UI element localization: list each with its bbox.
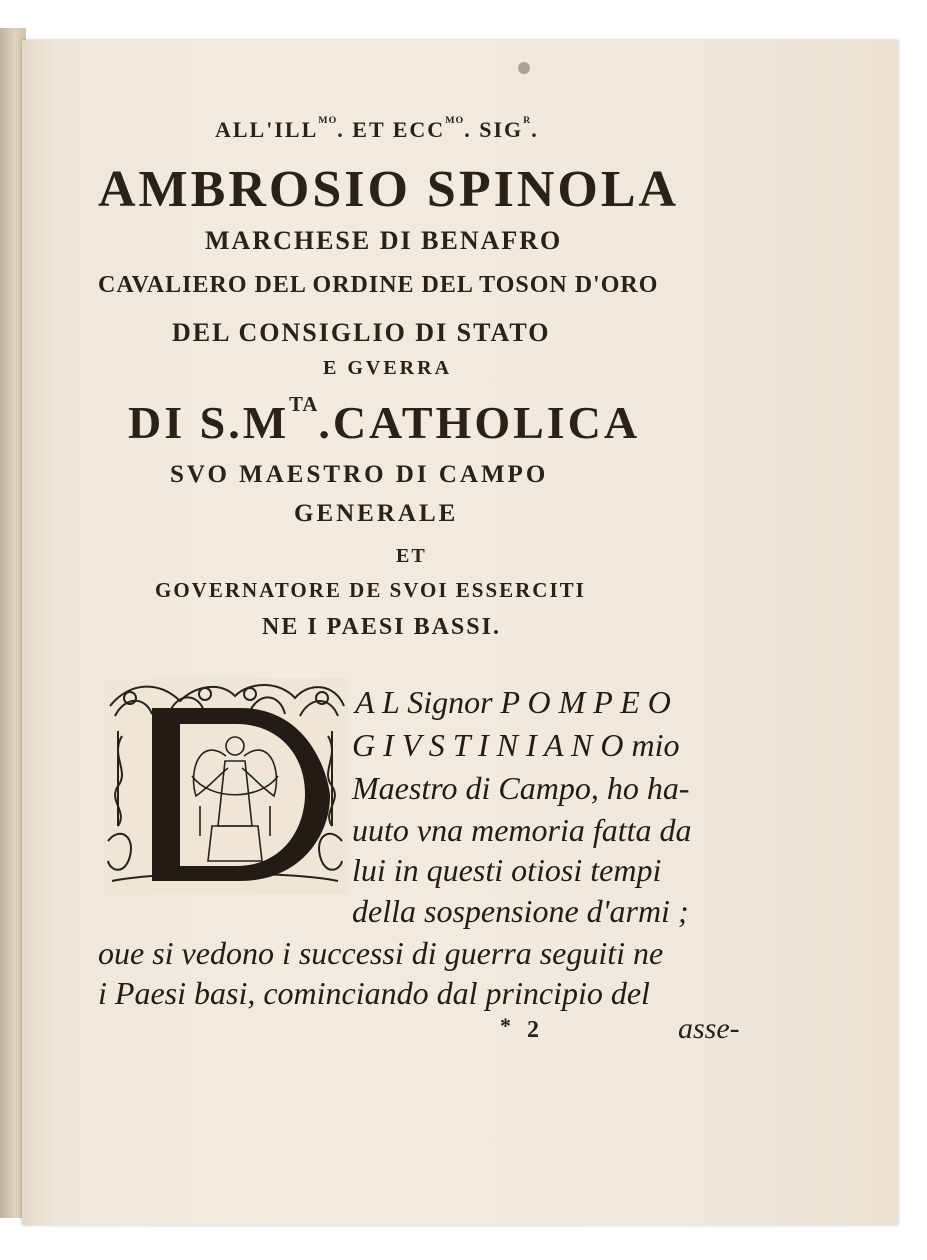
title-line-5: DI $S.M^{TA}.CATHOLICA$	[128, 394, 641, 448]
catchword: asse-	[678, 1012, 740, 1045]
signature-star: *	[500, 1013, 511, 1038]
text-line-2: G I V S T I N I A N O mio	[352, 727, 680, 763]
text-line-5: lui in questi otiosi tempi	[352, 852, 662, 888]
title-line-2: CAVALIERO DEL ORDINE DEL TOSON D'ORO	[98, 272, 659, 298]
text-line-7: oue si vedono i successi di guerra seguiti ne	[98, 935, 664, 971]
decorated-initial	[100, 676, 350, 896]
title-line-3: DEL CONSIGLIO DI STATO	[172, 318, 551, 347]
title-line-9: GOVERNATORE DE SVOI ESSERCITI	[155, 578, 586, 602]
signature-mark: 2	[527, 1017, 539, 1043]
title-line-8: ET	[396, 545, 427, 567]
title-line-7: GENERALE	[294, 500, 459, 527]
title-line-4: E GVERRA	[323, 357, 453, 379]
dedication-line: $ALL'ILL^{MO}$. ET $ECC^{MO}$. $SIG^R$.	[215, 115, 539, 142]
paper-spot	[518, 62, 530, 74]
title-line-6: SVO MAESTRO DI CAMPO	[170, 461, 549, 488]
text-line-8: i Paesi basi, cominciando dal principio del	[98, 975, 650, 1011]
text-line-4: uuto vna memoria fatta da	[352, 812, 692, 848]
title-line-10: NE I PAESI BASSI.	[262, 614, 501, 640]
text-line-3: Maestro di Campo, ho ha-	[352, 770, 690, 806]
dedicatee-name: AMBROSIO SPINOLA	[98, 161, 680, 218]
title-line-1: MARCHESE DI BENAFRO	[205, 226, 563, 255]
text-line-6: della sospensione d'armi ;	[352, 893, 689, 929]
text-line-1: A L Signor P O M P E O	[355, 684, 671, 720]
